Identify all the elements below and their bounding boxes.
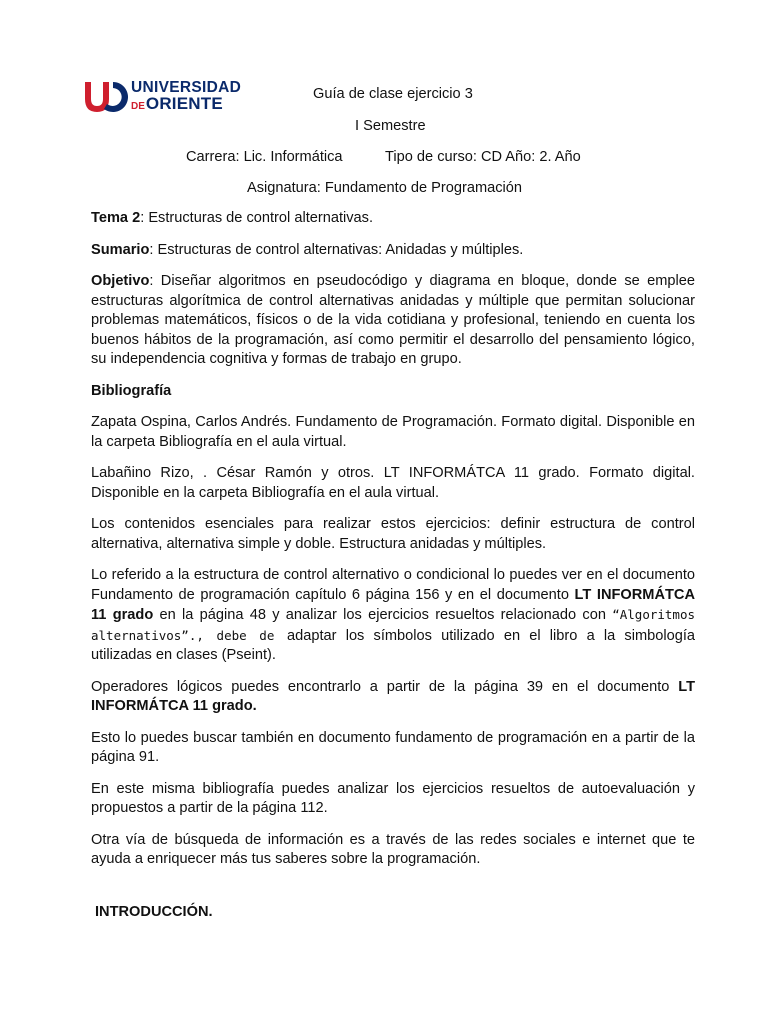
logo-line-1: UNIVERSIDAD: [131, 79, 242, 96]
objetivo-text: : Diseñar algoritmos en pseudocódigo y diagrama en bloque, donde se emplee estructuras algorítmica de control alternativas anidadas y múltiple que permitan solucionar problemas matemáticos, físicos o de la vida cotidiana y profesional, teniendo en cuenta los buenos hábitos de la programación, así como permitir el desarrollo del pensamiento lógico, su independencia cognitiva y formas de trabajo en grupo.: [91, 273, 695, 367]
logo-wordmark: [131, 80, 241, 115]
sumario-paragraph: [91, 241, 695, 261]
sumario-label: Sumario: [91, 241, 150, 258]
bibliography-ref-1: Zapata Ospina, Carlos Andrés. Fundamento de Programación. Formato digital. Disponible en la carpeta Bibliografía en el aula virtual.: [91, 414, 695, 450]
buscar-paragraph: Esto lo puedes buscar también en documento fundamento de programación en a partir de la página 91.: [91, 729, 695, 765]
contenidos-paragraph: Los contenidos esenciales para realizar estos ejercicios: definir estructura de control alternativa, alternativa simple y doble. Estructura anidadas y múltiples.: [91, 516, 695, 552]
sumario-text: : Estructuras de control alternativas: Anidadas y múltiples.: [149, 241, 524, 258]
document-body: [91, 209, 695, 934]
introduccion-heading: INTRODUCCIÓN.: [95, 903, 213, 920]
university-emblem-icon: [82, 79, 128, 115]
bibliografia-heading: Bibliografía: [91, 382, 172, 399]
bibliography-ref-2: Labañino Rizo, . César Ramón y otros. LT INFORMÁTCA 11 grado. Formato digital. Disponible en la carpeta Bibliografía en el aula virtual.: [91, 465, 695, 501]
tema-label: Tema 2: [91, 210, 141, 226]
otra-via-paragraph: Otra vía de búsqueda de información es a través de las redes sociales e internet que te ayuda a enriquecer más tus saberes sobre la programación.: [91, 831, 695, 867]
logo-de: DE: [131, 101, 145, 112]
tema-text: : Estructuras de control alternativas.: [140, 210, 374, 226]
objetivo-label: Objetivo: [91, 273, 150, 289]
objetivo-paragraph: [91, 272, 695, 370]
subject-line: Asignatura: Fundamento de Programación: [247, 180, 523, 196]
logo-line-2: [131, 96, 241, 115]
lt-informatica-ref-2: LT INFORMÁTCA 11 grado.: [91, 678, 695, 714]
misma-bibliografia-paragraph: En este misma bibliografía puedes analizar los ejercicios resueltos de autoevaluación y propuestos a partir de la página 112.: [91, 780, 695, 816]
university-logo: [82, 79, 254, 115]
document-title: Guía de clase ejercicio 3: [313, 86, 473, 102]
logo-oriente: ORIENTE: [145, 94, 223, 113]
career-line: Carrera: Lic. Informática: [186, 149, 343, 165]
operadores-paragraph: Operadores lógicos puedes encontrarlo a partir de la página 39 en el documento LT INFORMÁTCA 11 grado.: [91, 678, 695, 714]
tema-paragraph: [91, 209, 695, 229]
lt-informatica-ref: LT INFORMÁTCA 11 grado: [91, 586, 695, 623]
referido-paragraph: Lo referido a la estructura de control alternativo o condicional lo puedes ver en el documento Fundamento de programación capítulo 6 página 156 y en el documento LT INFORMÁTCA 11 grado en la página 48 y analizar los ejercicios resueltos relacionado con “Algoritmos alternativos”., debe de adaptar los símbolos utilizado en el libro a la simbología utilizadas en clases (Pseint).: [91, 567, 696, 663]
course-type-line: Tipo de curso: CD Año: 2. Año: [385, 149, 581, 165]
algoritmos-quote: “Algoritmos alternativos”., debe de: [91, 607, 696, 643]
semester-line: I Semestre: [355, 118, 426, 134]
